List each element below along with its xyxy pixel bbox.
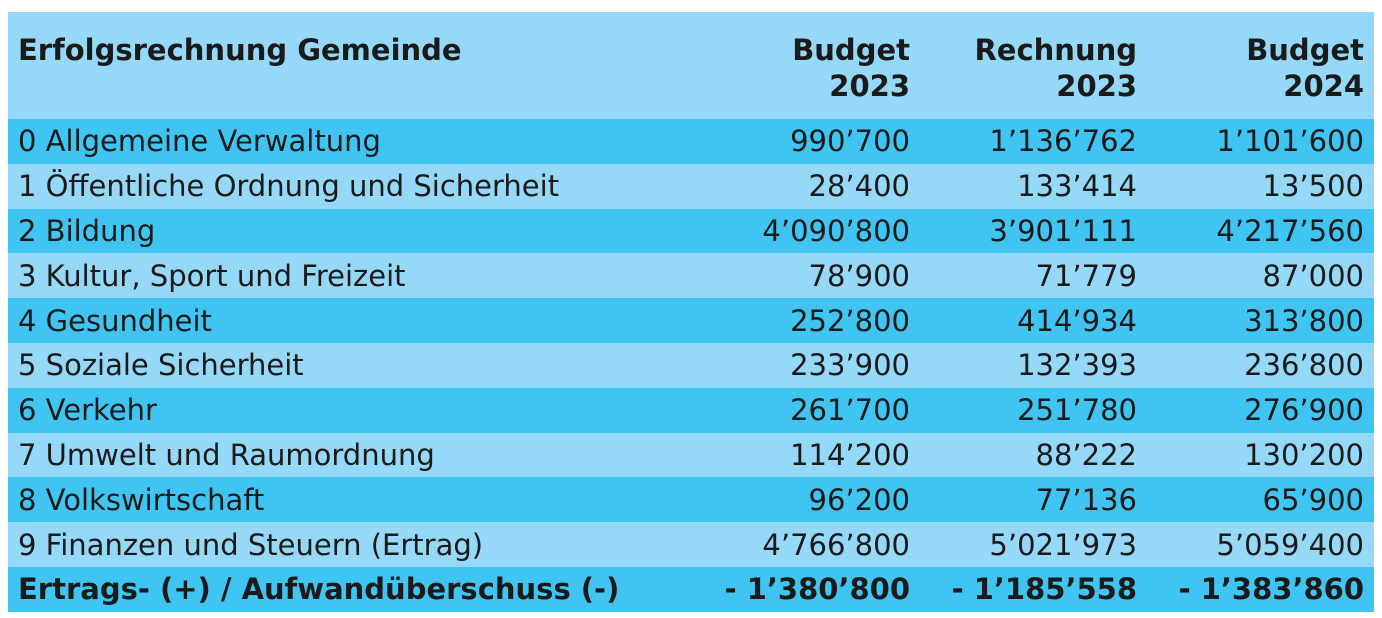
- value-rechnung-2023: 133’414: [1017, 169, 1137, 204]
- row-label: 3 Kultur, Sport und Freizeit: [18, 258, 406, 293]
- value-rechnung-2023: 251’780: [1017, 393, 1137, 428]
- value-budget-2024: 236’800: [1244, 348, 1364, 383]
- row-label: 2 Bildung: [18, 213, 156, 248]
- column-header-line: Budget: [1246, 33, 1364, 67]
- table-row: [8, 209, 1374, 254]
- value-budget-2024: 65’900: [1262, 482, 1364, 517]
- row-label: 6 Verkehr: [18, 393, 157, 428]
- column-header-line: Budget: [792, 33, 910, 67]
- value-budget-2024: 5’059’400: [1216, 527, 1364, 562]
- value-budget-2023: 4’090’800: [762, 213, 910, 248]
- column-header-budget-2023: [792, 32, 910, 104]
- value-rechnung-2023: 3’901’111: [989, 213, 1137, 248]
- table-row: [8, 522, 1374, 567]
- row-label: 9 Finanzen und Steuern (Ertrag): [18, 527, 484, 562]
- value-rechnung-2023: 132’393: [1017, 348, 1137, 383]
- total-budget-2023: - 1’380’800: [724, 572, 910, 607]
- income-statement-table: [8, 12, 1374, 612]
- value-rechnung-2023: 414’934: [1017, 303, 1137, 338]
- value-budget-2023: 28’400: [808, 169, 910, 204]
- column-header-line: 2023: [829, 69, 910, 103]
- table-row: [8, 164, 1374, 209]
- value-budget-2023: 252’800: [790, 303, 910, 338]
- value-budget-2024: 4’217’560: [1216, 213, 1364, 248]
- value-budget-2024: 313’800: [1244, 303, 1364, 338]
- value-rechnung-2023: 77’136: [1035, 482, 1137, 517]
- value-budget-2024: 130’200: [1244, 437, 1364, 472]
- table-row: [8, 477, 1374, 522]
- value-budget-2024: 1’101’600: [1216, 124, 1364, 159]
- table-title: Erfolgsrechnung Gemeinde: [18, 33, 462, 67]
- value-budget-2024: 87’000: [1262, 258, 1364, 293]
- row-label: 7 Umwelt und Raumordnung: [18, 437, 435, 472]
- value-budget-2023: 4’766’800: [762, 527, 910, 562]
- value-budget-2023: 261’700: [790, 393, 910, 428]
- value-budget-2023: 78’900: [808, 258, 910, 293]
- column-header-line: Rechnung: [974, 33, 1137, 67]
- column-header-rechnung-2023: [974, 32, 1137, 104]
- row-label: 5 Soziale Sicherheit: [18, 348, 304, 383]
- row-label: 0 Allgemeine Verwaltung: [18, 124, 381, 159]
- total-budget-2024: - 1’383’860: [1178, 572, 1364, 607]
- table-row: [8, 298, 1374, 343]
- table-row: [8, 253, 1374, 298]
- column-header-line: 2023: [1056, 69, 1137, 103]
- value-budget-2023: 96’200: [808, 482, 910, 517]
- value-budget-2024: 276’900: [1244, 393, 1364, 428]
- value-budget-2023: 990’700: [790, 124, 910, 159]
- row-label: 8 Volkswirtschaft: [18, 482, 265, 517]
- value-rechnung-2023: 1’136’762: [989, 124, 1137, 159]
- total-rechnung-2023: - 1’185’558: [951, 572, 1137, 607]
- table-row: [8, 388, 1374, 433]
- value-budget-2023: 114’200: [790, 437, 910, 472]
- value-budget-2024: 13’500: [1262, 169, 1364, 204]
- table-row: [8, 343, 1374, 388]
- table-header: [8, 12, 1374, 119]
- total-row: [8, 567, 1374, 612]
- total-label: Ertrags- (+) / Aufwandüberschuss (-): [18, 572, 620, 607]
- row-label: 4 Gesundheit: [18, 303, 212, 338]
- table-row: [8, 433, 1374, 478]
- value-rechnung-2023: 88’222: [1035, 437, 1137, 472]
- table-row: [8, 119, 1374, 164]
- value-rechnung-2023: 5’021’973: [989, 527, 1137, 562]
- value-rechnung-2023: 71’779: [1035, 258, 1137, 293]
- row-label: 1 Öffentliche Ordnung und Sicherheit: [18, 169, 560, 204]
- column-header-line: 2024: [1283, 69, 1364, 103]
- column-header-budget-2024: [1246, 32, 1364, 104]
- value-budget-2023: 233’900: [790, 348, 910, 383]
